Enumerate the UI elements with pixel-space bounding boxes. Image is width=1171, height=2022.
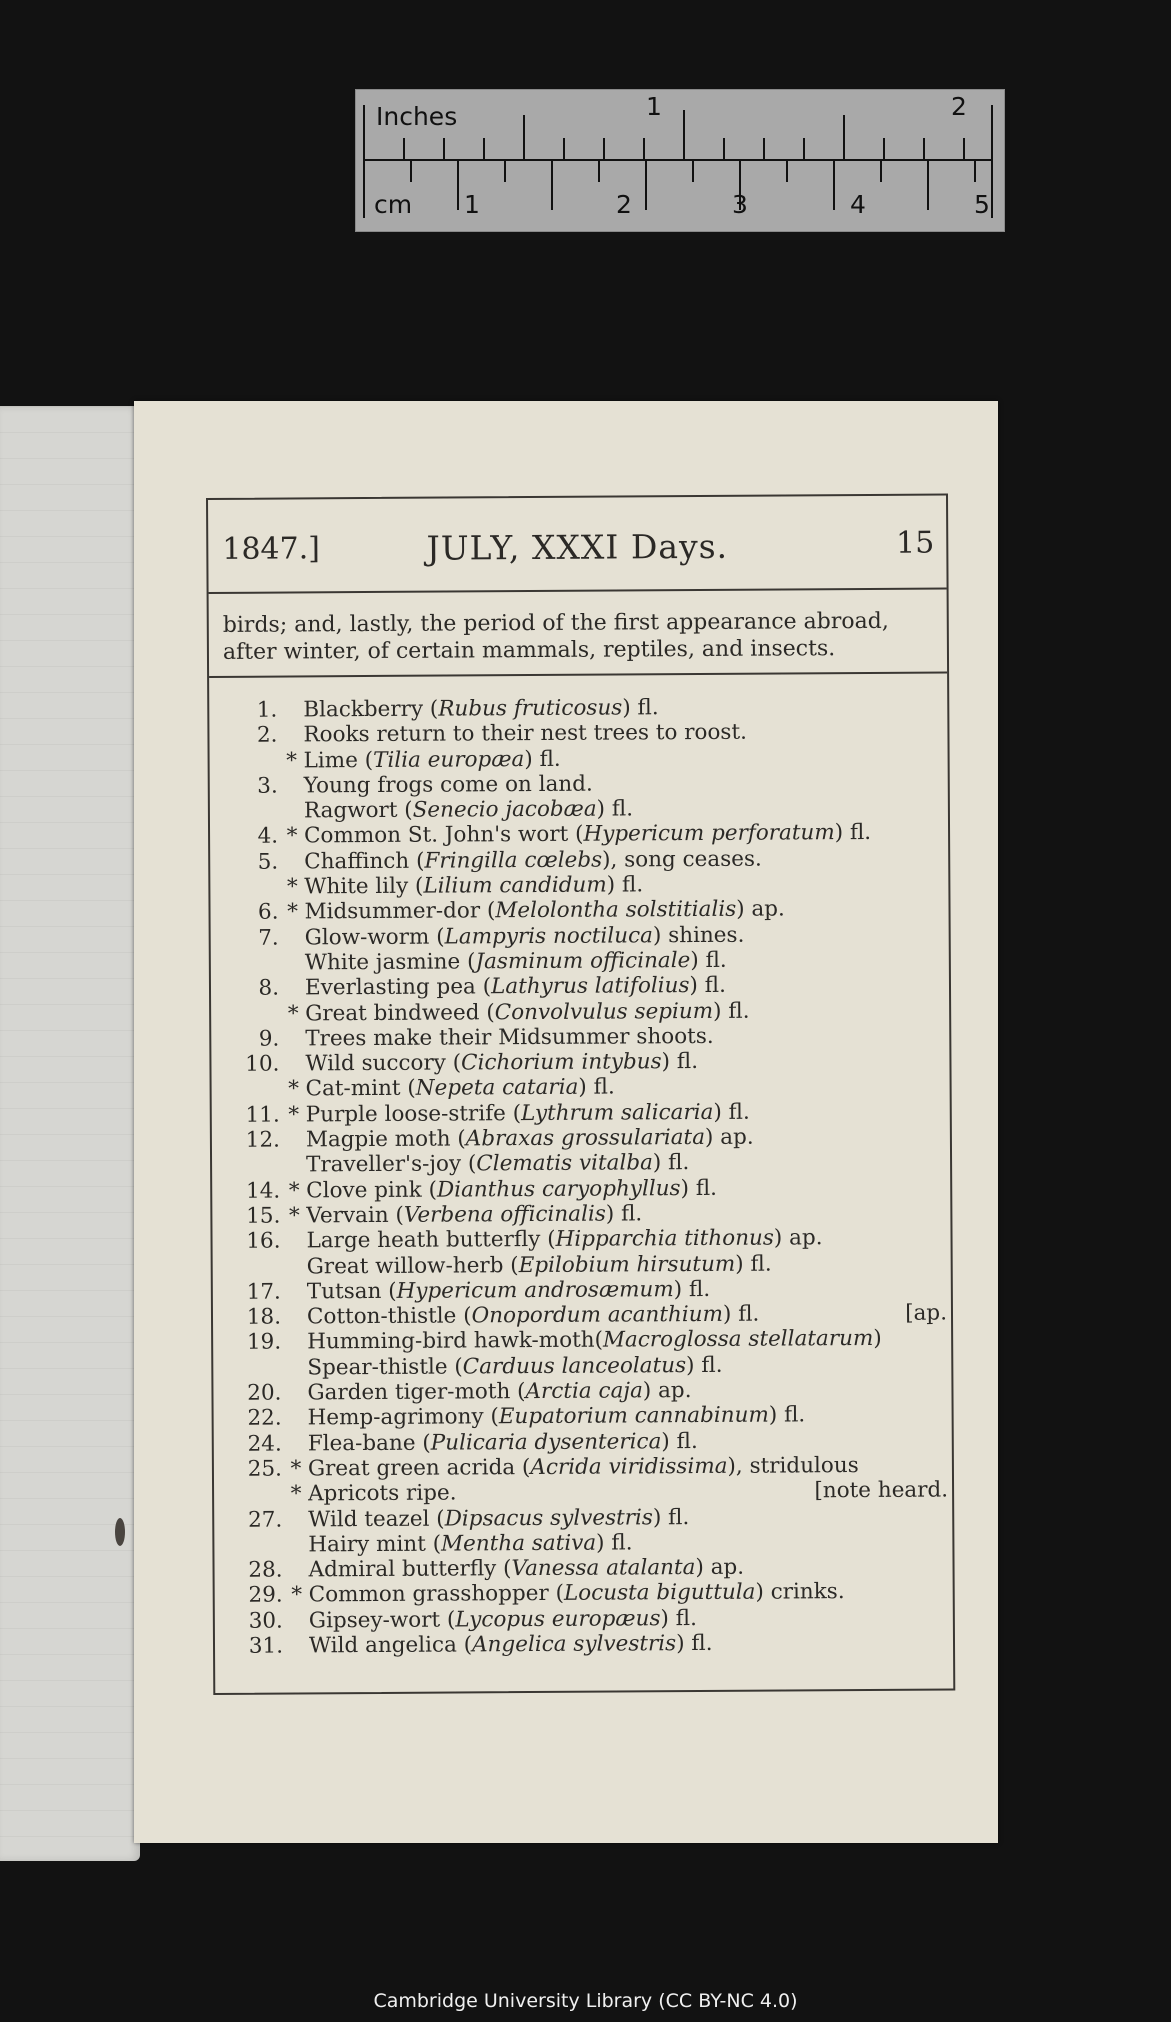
entry-suffix: ) fl.	[605, 1201, 643, 1227]
cm-number-2: 2	[616, 190, 632, 219]
entry-common-name: Magpie moth (	[305, 1126, 466, 1153]
entry-suffix: ) fl.	[735, 1251, 772, 1277]
entry-suffix: ) fl.	[673, 1276, 711, 1302]
entry-text	[308, 1481, 457, 1507]
entry-suffix: ) fl.	[652, 1504, 690, 1530]
entry-common-name: Large heath butterfly (	[306, 1227, 556, 1254]
entry-suffix: ) fl.	[622, 695, 659, 721]
entry-suffix: ) ap.	[642, 1378, 692, 1404]
entry-day: 2.	[256, 722, 278, 748]
entry-suffix: ) fl.	[722, 1301, 760, 1327]
entry-star-mark: *	[288, 1178, 300, 1204]
entry-common-name: White jasmine (	[304, 949, 476, 976]
intro-line: after winter, of certain mammals, reptiles, and insects.	[222, 636, 836, 665]
entry-suffix: ) ap.	[704, 1124, 754, 1151]
entry-day: 3.	[257, 773, 278, 799]
entry-text	[305, 1049, 698, 1076]
entry-text	[309, 1631, 713, 1658]
entry-day: 11.	[245, 1102, 280, 1128]
section-divider	[209, 671, 947, 678]
entry-day: 1.	[256, 697, 278, 723]
entry-latin-name: Vanessa atalanta	[511, 1555, 696, 1582]
entry-star-mark: *	[287, 1001, 299, 1027]
intro-line: birds; and, lastly, the period of the first appearance abroad,	[222, 608, 889, 638]
entry-star-mark: *	[286, 748, 298, 774]
page-year: 1847.]	[222, 531, 321, 567]
entry-suffix: ) fl.	[652, 1150, 690, 1176]
entry-day: 4.	[257, 824, 279, 850]
book-page	[134, 401, 998, 1843]
entry-star-mark: *	[290, 1481, 302, 1507]
entry-text	[305, 922, 745, 950]
entry-suffix: ) fl.	[680, 1175, 718, 1201]
entry-text	[307, 1277, 710, 1304]
entry-text	[307, 1326, 882, 1355]
entry-day: 12.	[245, 1127, 281, 1153]
entry-text	[306, 1075, 615, 1102]
entry-text	[308, 1403, 806, 1431]
entry-day: 18.	[246, 1304, 282, 1330]
entry-common-name: Clove pink (	[306, 1177, 438, 1204]
entry-star-mark: *	[291, 1582, 303, 1608]
entry-common-name: Young frogs come on land.	[303, 771, 593, 799]
entry-latin-name: Lathyrus latifolius	[490, 973, 690, 1000]
entry-latin-name: Jasminum officinale	[475, 948, 691, 975]
entry-common-name: Chaffinch (	[304, 848, 425, 875]
entry-common-name: Purple loose-strife (	[305, 1100, 522, 1128]
entry-latin-name: Onopordum acanthium	[471, 1301, 724, 1329]
entry-common-name: Everlasting pea (	[304, 974, 492, 1001]
entry-latin-name: Macroglossa stellatarum	[602, 1326, 874, 1354]
entry-latin-name: Dipsacus sylvestris	[444, 1504, 653, 1532]
entry-day: 25.	[247, 1456, 283, 1482]
entry-text	[308, 1453, 859, 1481]
entry-latin-name: Senecio jacobæa	[412, 796, 597, 823]
entry-suffix: ) crinks.	[755, 1579, 845, 1606]
entry-suffix: ) fl.	[676, 1630, 713, 1657]
entry-text	[304, 872, 643, 899]
entry-day: 16.	[246, 1228, 281, 1255]
entry-latin-name: Carduus lanceolatus	[462, 1352, 687, 1380]
entry-star-mark: *	[288, 1203, 300, 1229]
entry-star-mark: *	[287, 899, 298, 925]
entry-common-name: Hairy mint (	[308, 1531, 442, 1558]
entry-common-name: Humming-bird hawk-moth(	[307, 1328, 604, 1355]
entry-latin-name: Hipparchia tithonus	[555, 1225, 774, 1253]
inches-label: Inches	[376, 102, 458, 131]
entry-common-name: White lily (	[304, 873, 424, 900]
entry-common-name: Lime (	[303, 747, 374, 774]
entry-star-mark: *	[286, 874, 298, 900]
entry-latin-name: Arctia caja	[525, 1378, 643, 1405]
entry-day: 22.	[247, 1405, 282, 1432]
entry-common-name: Admiral butterfly (	[308, 1556, 512, 1583]
entry-suffix: ) shines.	[652, 922, 745, 948]
entry-day: 28.	[248, 1557, 283, 1583]
entry-day: 29.	[248, 1582, 283, 1609]
entry-latin-name: Dianthus caryophyllus	[436, 1175, 681, 1203]
entry-day: 27.	[247, 1507, 283, 1533]
entry-day: 15.	[246, 1203, 281, 1229]
entry-day: 8.	[258, 975, 280, 1001]
entry-day: 10.	[245, 1051, 280, 1077]
entry-suffix: ) fl.	[713, 1099, 750, 1125]
entry-suffix: ) fl.	[689, 973, 727, 999]
entry-common-name: Tutsan (	[306, 1278, 397, 1305]
inch-number-1: 1	[646, 92, 662, 121]
entry-star-mark: *	[286, 823, 298, 849]
entry-common-name: Cotton-thistle (	[306, 1303, 472, 1330]
entry-common-name: Vervain (	[306, 1202, 404, 1229]
entry-latin-name: Lilium candidum	[423, 872, 607, 899]
page-frame	[206, 493, 955, 1695]
entry-latin-name: Lycopus europæus	[455, 1605, 661, 1633]
entry-text	[304, 797, 633, 824]
entry-common-name: Common grasshopper (	[308, 1581, 565, 1608]
entry-common-name: Wild angelica (	[308, 1632, 473, 1659]
entry-suffix: ), stridulous	[727, 1452, 859, 1479]
cm-label: cm	[374, 190, 413, 219]
entry-common-name: Garden tiger-moth (	[307, 1379, 526, 1406]
entry-latin-name: Locusta biguttula	[563, 1580, 756, 1607]
entry-star-mark: *	[290, 1456, 302, 1482]
entry-text	[304, 746, 561, 773]
entry-overflow-note: [note heard.	[814, 1477, 949, 1504]
entry-suffix: ) fl.	[690, 947, 727, 974]
entry-suffix: ), song ceases.	[602, 846, 762, 873]
image-credit: Cambridge University Library (CC BY-NC 4.0)	[373, 1990, 798, 2012]
entry-suffix: )	[873, 1326, 882, 1352]
entry-text	[307, 1353, 722, 1381]
entry-text	[304, 846, 762, 874]
entry-latin-name: Hypericum androsæmum	[396, 1276, 674, 1304]
entry-latin-name: Epilobium hirsutum	[518, 1251, 736, 1278]
entry-suffix: ) fl.	[578, 1074, 615, 1101]
left-page-edge	[0, 406, 140, 1861]
entry-latin-name: Nepeta cataria	[415, 1075, 579, 1102]
entry-text	[307, 1378, 691, 1405]
entry-day: 7.	[258, 925, 279, 951]
entry-latin-name: Lythrum salicaria	[521, 1099, 714, 1126]
entry-text	[304, 897, 784, 925]
entry-text	[308, 1555, 744, 1583]
entry-common-name: Cat-mint (	[305, 1076, 416, 1102]
entry-latin-name: Hypericum perforatum	[583, 820, 835, 848]
measurement-scale	[355, 89, 1005, 232]
entry-common-name: Traveller's-joy (	[306, 1151, 477, 1178]
entry-suffix: ) fl.	[834, 820, 872, 846]
entry-common-name: Rooks return to their nest trees to roost.	[303, 719, 747, 748]
entry-star-mark: *	[288, 1102, 300, 1128]
entry-common-name: Flea-bane (	[307, 1430, 431, 1457]
entry-day: 19.	[246, 1329, 282, 1356]
entry-common-name: Great willow-herb (	[306, 1252, 519, 1279]
entry-text	[303, 720, 747, 748]
entry-common-name: Great bindweed (	[305, 999, 495, 1026]
entry-latin-name: Clematis vitalba	[476, 1150, 653, 1177]
binding-hole	[115, 1518, 125, 1546]
entry-common-name: Spear-thistle (	[307, 1354, 463, 1381]
entry-latin-name: Angelica sylvestris	[471, 1631, 677, 1658]
entry-day: 9.	[258, 1026, 280, 1052]
entry-latin-name: Rubus fruticosus	[438, 695, 623, 722]
entry-suffix: ) ap.	[736, 896, 785, 923]
entry-suffix: ) fl.	[596, 796, 634, 822]
entry-latin-name: Acrida viridissima	[530, 1453, 728, 1480]
entry-text	[307, 1302, 760, 1330]
entry-text	[306, 1125, 754, 1153]
entry-suffix: ) fl.	[660, 1605, 697, 1631]
entry-common-name: Trees make their Midsummer shoots.	[305, 1023, 714, 1052]
entry-latin-name: Abraxas grossulariata	[465, 1125, 706, 1152]
entry-common-name: Gipsey-wort (	[308, 1607, 456, 1634]
entry-suffix: ) fl.	[768, 1402, 806, 1428]
entry-latin-name: Fringilla cœlebs	[424, 847, 603, 874]
entry-suffix: ) ap.	[695, 1554, 745, 1581]
entry-text	[306, 1150, 689, 1177]
cm-number-3: 3	[732, 190, 748, 219]
entry-common-name: Midsummer-dor (	[304, 898, 496, 925]
entry-latin-name: Cichorium intybus	[461, 1049, 662, 1076]
inch-number-2: 2	[951, 92, 967, 121]
entry-latin-name: Eupatorium cannabinum	[498, 1402, 769, 1430]
calendar-entry	[215, 1629, 953, 1659]
entry-common-name: Common St. John's wort (	[303, 822, 584, 849]
entry-day: 17.	[246, 1279, 281, 1305]
entry-star-mark: *	[288, 1076, 300, 1102]
entry-common-name: Blackberry (	[303, 696, 439, 723]
entry-day: 14.	[245, 1178, 281, 1204]
entry-text	[306, 1201, 642, 1228]
entry-suffix: ) fl.	[686, 1352, 723, 1378]
entry-latin-name: Pulicaria dysenterica	[430, 1428, 662, 1456]
entry-text	[309, 1580, 845, 1608]
entry-text	[303, 695, 659, 722]
entry-suffix: ) fl.	[713, 998, 750, 1024]
entry-text	[305, 998, 750, 1026]
entry-common-name: Wild teazel (	[308, 1506, 445, 1532]
entry-text	[305, 948, 727, 976]
page-number: 15	[895, 525, 935, 561]
entry-suffix: ) fl.	[606, 872, 644, 898]
entry-text	[306, 1225, 822, 1253]
entry-day: 30.	[248, 1608, 283, 1634]
entry-day: 20.	[247, 1380, 282, 1406]
entry-text	[306, 1176, 717, 1204]
calendar-entries	[209, 693, 953, 1659]
entry-latin-name: Convolvulus sepium	[494, 998, 714, 1025]
entry-common-name: Great green acrida (	[307, 1454, 531, 1482]
entry-text	[304, 820, 871, 848]
cm-number-4: 4	[850, 190, 866, 219]
entry-text	[308, 1505, 689, 1532]
entry-day: 6.	[257, 899, 279, 926]
entry-text	[305, 1024, 713, 1051]
entry-day: 24.	[247, 1431, 282, 1457]
page-header	[208, 495, 947, 594]
entry-suffix: ) fl.	[661, 1428, 698, 1454]
entry-common-name: Ragwort (	[303, 797, 413, 824]
entry-common-name: Hemp-agrimony (	[307, 1404, 499, 1431]
entry-suffix: ) fl.	[596, 1530, 633, 1556]
entry-day: 31.	[248, 1633, 284, 1659]
entry-text	[309, 1606, 697, 1633]
entry-suffix: ) fl.	[524, 746, 561, 772]
page-title: JULY, XXXI Days.	[426, 526, 729, 568]
entry-text	[308, 1429, 698, 1456]
entry-common-name: Apricots ripe.	[308, 1480, 457, 1507]
entry-latin-name: Mentha sativa	[441, 1530, 597, 1557]
entry-suffix: ) ap.	[773, 1225, 823, 1251]
intro-paragraph	[223, 608, 923, 666]
entry-latin-name: Verbena officinalis	[403, 1201, 606, 1228]
entry-latin-name: Lampyris noctiluca	[444, 922, 654, 950]
entry-latin-name: Melolontha solstitialis	[495, 897, 737, 924]
cm-number-1: 1	[464, 190, 480, 219]
cm-number-5: 5	[974, 190, 990, 219]
entry-text	[305, 973, 726, 1001]
entry-day: 5.	[257, 849, 279, 875]
entry-overflow-note: [ap.	[905, 1300, 948, 1326]
entry-latin-name: Tilia europæa	[373, 746, 525, 773]
entry-text	[307, 1251, 772, 1279]
entry-suffix: ) fl.	[661, 1049, 699, 1075]
entry-text	[304, 772, 593, 799]
entry-text	[306, 1099, 750, 1127]
entry-common-name: Glow-worm (	[304, 924, 445, 951]
entry-common-name: Wild succory (	[305, 1050, 462, 1077]
entry-text	[308, 1530, 632, 1557]
